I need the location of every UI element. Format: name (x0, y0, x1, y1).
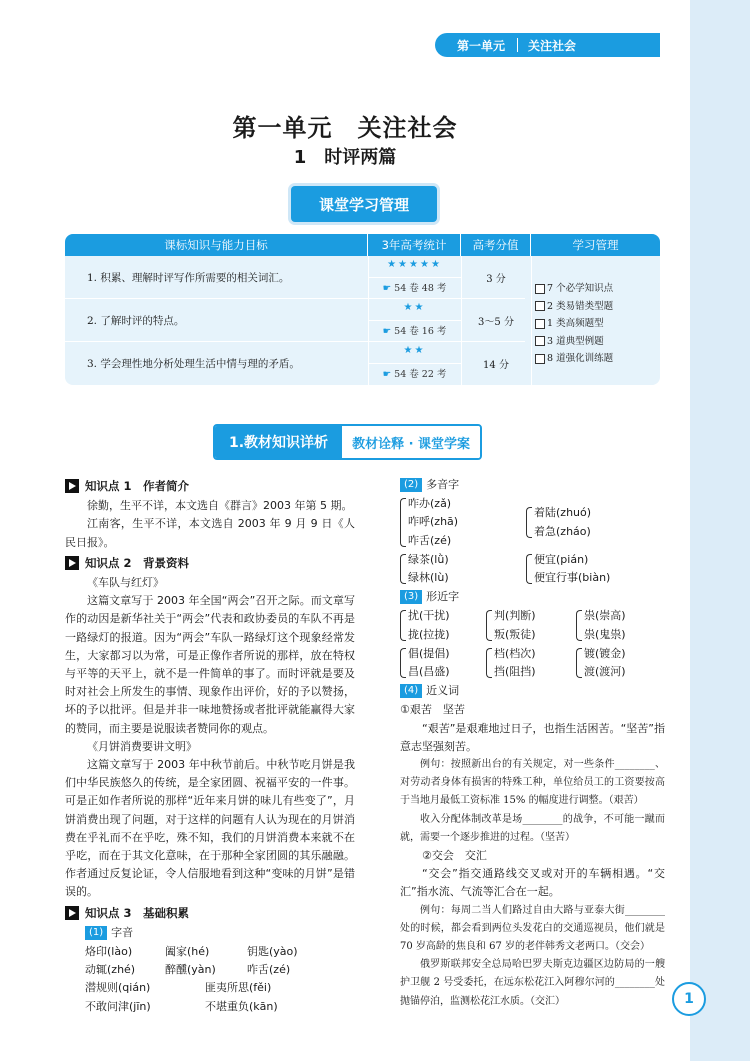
list-item: 渡(渡河) (584, 665, 626, 679)
list-item: 烙印(lào) (85, 945, 133, 959)
polyphone-group (400, 551, 518, 587)
pronunciation-list (65, 979, 355, 1015)
header-score: 高考分值 (461, 234, 531, 256)
similar-char-row (400, 607, 665, 643)
unit-title: 关注社会 (528, 38, 577, 53)
unit-label: 第一单元 (457, 38, 506, 53)
example-sentence: 例句：按照新出台的有关规定，对一些条件________、对劳动者身体有损害的特殊工种，单位给员工的工资要按高于当地月最低工资标准 15% 的幅度进行调整。（艰苦） (400, 759, 665, 807)
page-title: 第一单元 关注社会 (232, 114, 458, 142)
checkbox[interactable] (535, 354, 545, 364)
synonym-pair: ②交会 交汇 (422, 849, 487, 863)
list-item: 镀(镀金) (584, 646, 626, 660)
right-column (400, 475, 665, 1011)
paragraph: 江南客，生平不详，本文选自 2003 年 9 月 9 日《人民日报》。 (65, 517, 355, 549)
polyphone-group (526, 504, 591, 540)
goal-text: 3. 学会理性地分析处理生活中情与理的矛盾。 (87, 358, 300, 370)
paragraph: “艰苦”是艰难地过日子，也指生活困苦。“坚苦”指意志坚强刻苦。 (400, 721, 665, 753)
list-item: 醉醺(yàn) (165, 963, 216, 977)
play-icon (65, 556, 79, 570)
list-item: 咋舌(zé) (247, 963, 291, 977)
section-heading-textbook (213, 424, 482, 460)
table-row (65, 256, 525, 299)
list-item: 倡(提倡) (408, 646, 450, 660)
left-column (65, 475, 355, 1016)
sub-label: 形近字 (426, 590, 460, 604)
table-row (65, 342, 525, 385)
management-checklist (535, 280, 613, 368)
polyphone-group (400, 495, 518, 550)
page-number: 1 (672, 982, 706, 1016)
checklist-item[interactable] (535, 333, 613, 351)
list-item: 阖家(hé) (165, 945, 210, 959)
sub-heading (65, 924, 355, 942)
list-item: 判(判断) (494, 609, 536, 623)
similar-char-group (486, 645, 568, 681)
checklist-label: 2 类易错类型题 (547, 300, 614, 312)
exam-stat-text: 54 卷 48 考 (394, 283, 447, 294)
list-item: 不堪重负(kān) (205, 999, 278, 1013)
similar-char-row (400, 645, 665, 681)
list-item: 拢(拉拢) (408, 627, 450, 641)
list-item: 便宜行事(biàn) (534, 571, 611, 585)
checkbox[interactable] (535, 336, 545, 346)
checklist-label: 1 类高频题型 (547, 318, 604, 329)
checklist-label: 8 道强化训练题 (547, 353, 614, 364)
list-item: 便宜(pián) (534, 552, 589, 566)
sub-heading (400, 588, 665, 606)
similar-char-group (576, 607, 626, 643)
sub-number: (3) (400, 590, 422, 604)
sub-heading (400, 682, 665, 700)
paragraph: 这篇文章写于 2003 年全国“两会”召开之际。而文章写作的动因是新华社关于“两会”代表和政协委员的车队不再是一路绿灯的报道。因为“两会”车队一路绿灯这个现象经常发生，大家都习以为常，可是正像作者所说的那样，放在特权与平等的天平上，就不是一件简单的事了。而时评就是要及时对社会上所发生的事情、现象作出评价，好的予以赞扬，坏的予以批评。但是并非一味地赞扬或者批评就能赢得大家的赞同，而主要是说服读者赞同你的观点。 (65, 594, 355, 735)
play-icon (65, 479, 79, 493)
list-item: 咋舌(zé) (408, 533, 452, 547)
heading-text: 知识点 1 作者简介 (85, 479, 190, 493)
list-item: 叛(叛徒) (494, 627, 536, 641)
checkbox[interactable] (535, 319, 545, 329)
example-sentence: 收入分配体制改革是场________的战争，不可能一蹴而就，需要一个逐步推进的过程。（坚苦） (400, 813, 665, 843)
table-header (65, 234, 660, 256)
list-item: 潜规则(qián) (85, 981, 151, 995)
list-item: 挡(阻挡) (494, 665, 536, 679)
similar-char-group (576, 645, 626, 681)
unit-header (435, 33, 660, 57)
exam-stat (368, 366, 461, 380)
checkbox[interactable] (535, 284, 545, 294)
list-item: 咋呼(zhā) (408, 515, 459, 529)
star-rating: ★★ (403, 345, 426, 356)
table-row (65, 299, 525, 342)
polyphone-group-row (400, 495, 665, 550)
management-table (65, 234, 660, 385)
side-band (690, 0, 750, 1061)
list-item: 动辄(zhé) (85, 963, 136, 977)
score-value: 3～5 分 (478, 317, 514, 328)
list-item: 档(档次) (494, 646, 536, 660)
list-item: 昌(昌盛) (408, 665, 450, 679)
header-goal: 课标知识与能力目标 (65, 234, 368, 256)
lesson-title: 1 时评两篇 (293, 147, 397, 168)
goal-text: 2. 了解时评的特点。 (87, 315, 185, 327)
sub-number: (1) (85, 926, 107, 940)
similar-char-group (400, 607, 478, 643)
synonym-pair: ①艰苦 坚苦 (400, 703, 465, 717)
score-value: 14 分 (483, 360, 509, 371)
exam-stat (368, 280, 461, 294)
knowledge-point-heading (65, 554, 355, 572)
pointing-hand-icon: ☛ (382, 369, 392, 380)
example-sentence: 俄罗斯联邦安全总局哈巴罗夫斯克边疆区边防局的一艘护卫舰 2 号受委托，在远东松花江入阿穆尔河的________处抛锚停泊，监测松花江水质。（交汇） (400, 959, 665, 1007)
checklist-label: 3 道典型例题 (547, 335, 604, 347)
paragraph: “交会”指交通路线交叉或对开的车辆相遇。“交汇”指水流、气流等汇合在一起。 (400, 867, 665, 899)
section-heading-main: 1.教材知识详析 (215, 426, 342, 458)
sub-label: 字音 (111, 925, 134, 939)
pronunciation-list (65, 943, 355, 979)
knowledge-point-heading (65, 904, 355, 922)
sub-label: 近义词 (426, 684, 460, 698)
checklist-item[interactable] (535, 280, 613, 298)
list-item: 祟(崇高) (584, 609, 626, 623)
list-item: 扰(干扰) (408, 609, 450, 623)
article-title: 《车队与红灯》 (87, 576, 164, 590)
list-item: 钥匙(yào) (247, 945, 298, 959)
list-item: 祟(鬼祟) (584, 627, 626, 641)
divider (531, 256, 532, 385)
star-rating: ★★★★★ (387, 259, 442, 270)
exam-stat-text: 54 卷 22 考 (394, 369, 447, 380)
heading-text: 知识点 2 背景资料 (85, 555, 190, 570)
list-item: 着陆(zhuó) (534, 506, 592, 520)
sub-label: 多音字 (426, 478, 460, 491)
divider (368, 277, 461, 278)
exam-stat (368, 323, 461, 337)
divider (517, 38, 518, 52)
paragraph: 这篇文章写于 2003 年中秋节前后。中秋节吃月饼是我们中华民族悠久的传统，是全家团圆、祝福平安的一件事。可是正如作者所说的那样“近年来月饼的味儿有些变了”，月饼消费出现了问题，对于这样的问题有人认为现在的月饼消费在乎礼而不在乎吃，殊不知，我们的月饼消费本来就不在乎吃，而在于其文化意味，在于那种全家团圆的其乐融融。作者通过反复论证，令人信服地看到这种“变味的月饼”是错误的。 (65, 758, 355, 899)
list-item: 着急(zháo) (534, 524, 591, 538)
section-heading-class-management: 课堂学习管理 (291, 186, 437, 222)
checklist-item[interactable] (535, 315, 613, 333)
example-sentence: 例句：每周二当人们路过自由大路与亚泰大街________处的时候，都会看到两位头发花白的交通巡视员，他们就是 70 岁高龄的焦良和 67 岁的老伴韩秀文老两口。（交会） (400, 904, 665, 953)
pointing-hand-icon: ☛ (382, 283, 392, 294)
pointing-hand-icon: ☛ (382, 326, 392, 337)
divider (368, 320, 461, 321)
exam-stat-text: 54 卷 16 考 (394, 326, 447, 337)
list-item: 绿茶(lǜ) (408, 552, 449, 566)
list-item: 绿林(lù) (408, 571, 449, 585)
header-management: 学习管理 (572, 238, 619, 252)
sub-number: (2) (400, 478, 422, 492)
polyphone-group (526, 551, 610, 587)
checklist-item[interactable] (535, 350, 613, 368)
checklist-item[interactable] (535, 298, 613, 316)
article-title: 《月饼消费要讲文明》 (87, 739, 197, 753)
checklist-label: 7 个必学知识点 (547, 283, 614, 294)
paragraph: 徐勤，生平不详，本文选自《群言》2003 年第 5 期。 (87, 499, 353, 513)
similar-char-group (400, 645, 478, 681)
header-stats: 3年高考统计 (368, 234, 461, 256)
heading-text: 知识点 3 基础积累 (85, 905, 190, 920)
list-item: 咋办(zǎ) (408, 497, 452, 511)
checkbox[interactable] (535, 301, 545, 311)
list-item: 匪夷所思(fěi) (205, 981, 272, 995)
play-icon (65, 906, 79, 920)
goal-text: 1. 积累、理解时评写作所需要的相关词汇。 (87, 272, 290, 284)
score-value: 3 分 (486, 274, 506, 285)
sub-heading (400, 476, 665, 494)
similar-char-group (486, 607, 568, 643)
knowledge-point-heading (65, 477, 355, 495)
polyphone-group-row (400, 551, 665, 587)
sub-number: (4) (400, 684, 422, 698)
section-heading-sub: 教材诠释 · 课堂学案 (342, 426, 480, 458)
list-item: 不敢问津(jīn) (85, 999, 151, 1013)
divider (368, 363, 461, 364)
star-rating: ★★ (403, 302, 426, 313)
